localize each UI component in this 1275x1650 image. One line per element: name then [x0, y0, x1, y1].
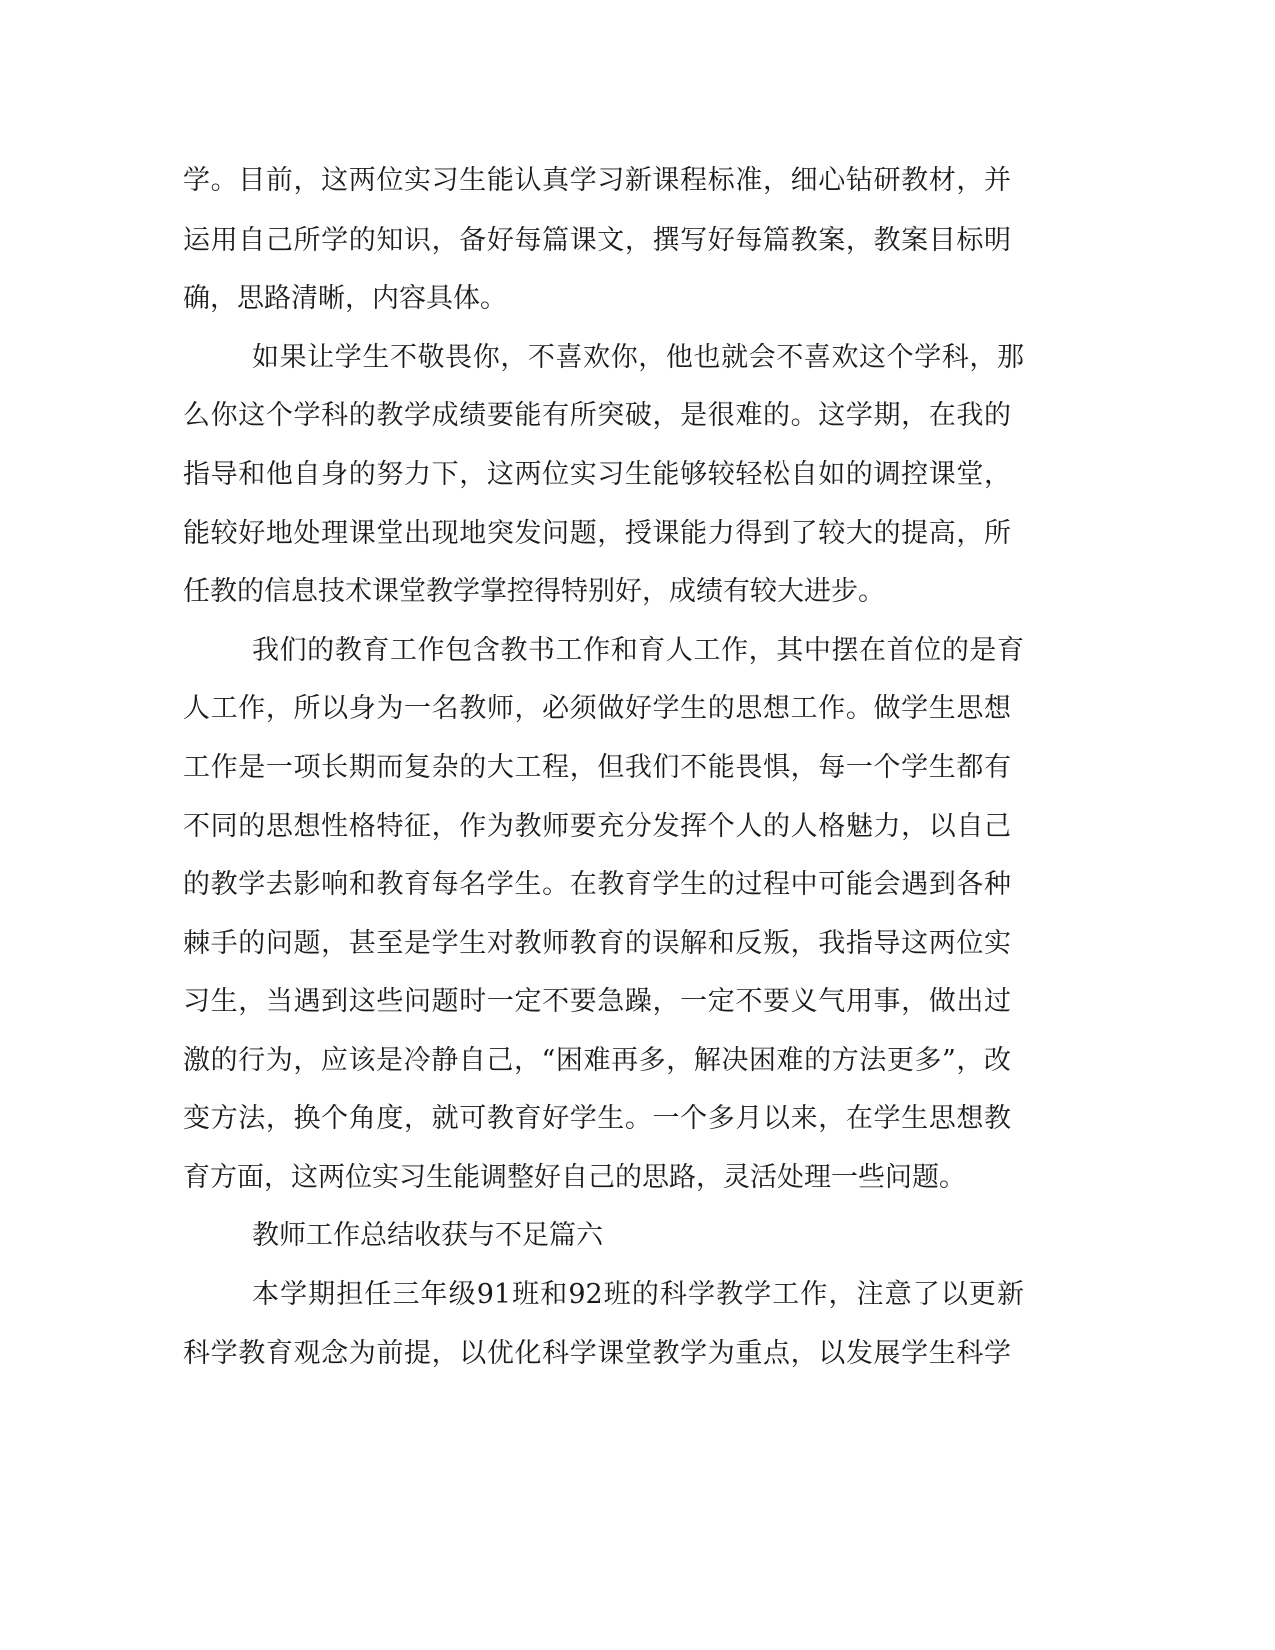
section-heading: 教师工作总结收获与不足篇六 [252, 1220, 603, 1251]
paragraph-3-line-5: 的教学去影响和教育每名学生。在教育学生的过程中可能会遇到各种 [183, 869, 1011, 900]
paragraph-3-line-4: 不同的思想性格特征，作为教师要充分发挥个人的人格魅力，以自己 [183, 811, 1011, 842]
paragraph-3-line-1: 我们的教育工作包含教书工作和育人工作，其中摆在首位的是育 [252, 635, 1024, 666]
paragraph-3-line-10: 育方面，这两位实习生能调整好自己的思路，灵活处理一些问题。 [183, 1162, 966, 1193]
paragraph-3-line-7: 习生，当遇到这些问题时一定不要急躁，一定不要义气用事，做出过 [183, 986, 1011, 1017]
paragraph-2-line-4: 能较好地处理课堂出现地突发问题，授课能力得到了较大的提高，所 [183, 518, 1011, 549]
paragraph-4-line-2: 科学教育观念为前提，以优化科学课堂教学为重点，以发展学生科学 [183, 1338, 1011, 1369]
paragraph-1-line-3: 确，思路清晰，内容具体。 [183, 283, 507, 314]
paragraph-2-line-3: 指导和他自身的努力下，这两位实习生能够较轻松自如的调控课堂， [183, 459, 1011, 490]
paragraph-3-line-9: 变方法，换个角度，就可教育好学生。一个多月以来，在学生思想教 [183, 1103, 1011, 1134]
paragraph-1-line-2: 运用自己所学的知识，备好每篇课文，撰写好每篇教案，教案目标明 [183, 225, 1011, 256]
paragraph-4-line-1: 本学期担任三年级91班和92班的科学教学工作，注意了以更新 [252, 1279, 1024, 1310]
paragraph-2-line-1: 如果让学生不敬畏你，不喜欢你，他也就会不喜欢这个学科，那 [252, 342, 1024, 373]
paragraph-2-line-5: 任教的信息技术课堂教学掌控得特别好，成绩有较大进步。 [183, 576, 885, 607]
paragraph-3-line-6: 棘手的问题，甚至是学生对教师教育的误解和反叛，我指导这两位实 [183, 928, 1011, 959]
paragraph-3-line-3: 工作是一项长期而复杂的大工程，但我们不能畏惧，每一个学生都有 [183, 752, 1011, 783]
paragraph-2-line-2: 么你这个学科的教学成绩要能有所突破，是很难的。这学期，在我的 [183, 400, 1011, 431]
paragraph-3-line-8: 激的行为，应该是冷静自己，“困难再多，解决困难的方法更多”，改 [183, 1045, 1011, 1076]
paragraph-3-line-2: 人工作，所以身为一名教师，必须做好学生的思想工作。做学生思想 [183, 693, 1011, 724]
paragraph-1-line-1: 学。目前，这两位实习生能认真学习新课程标准，细心钻研教材，并 [183, 165, 1011, 196]
